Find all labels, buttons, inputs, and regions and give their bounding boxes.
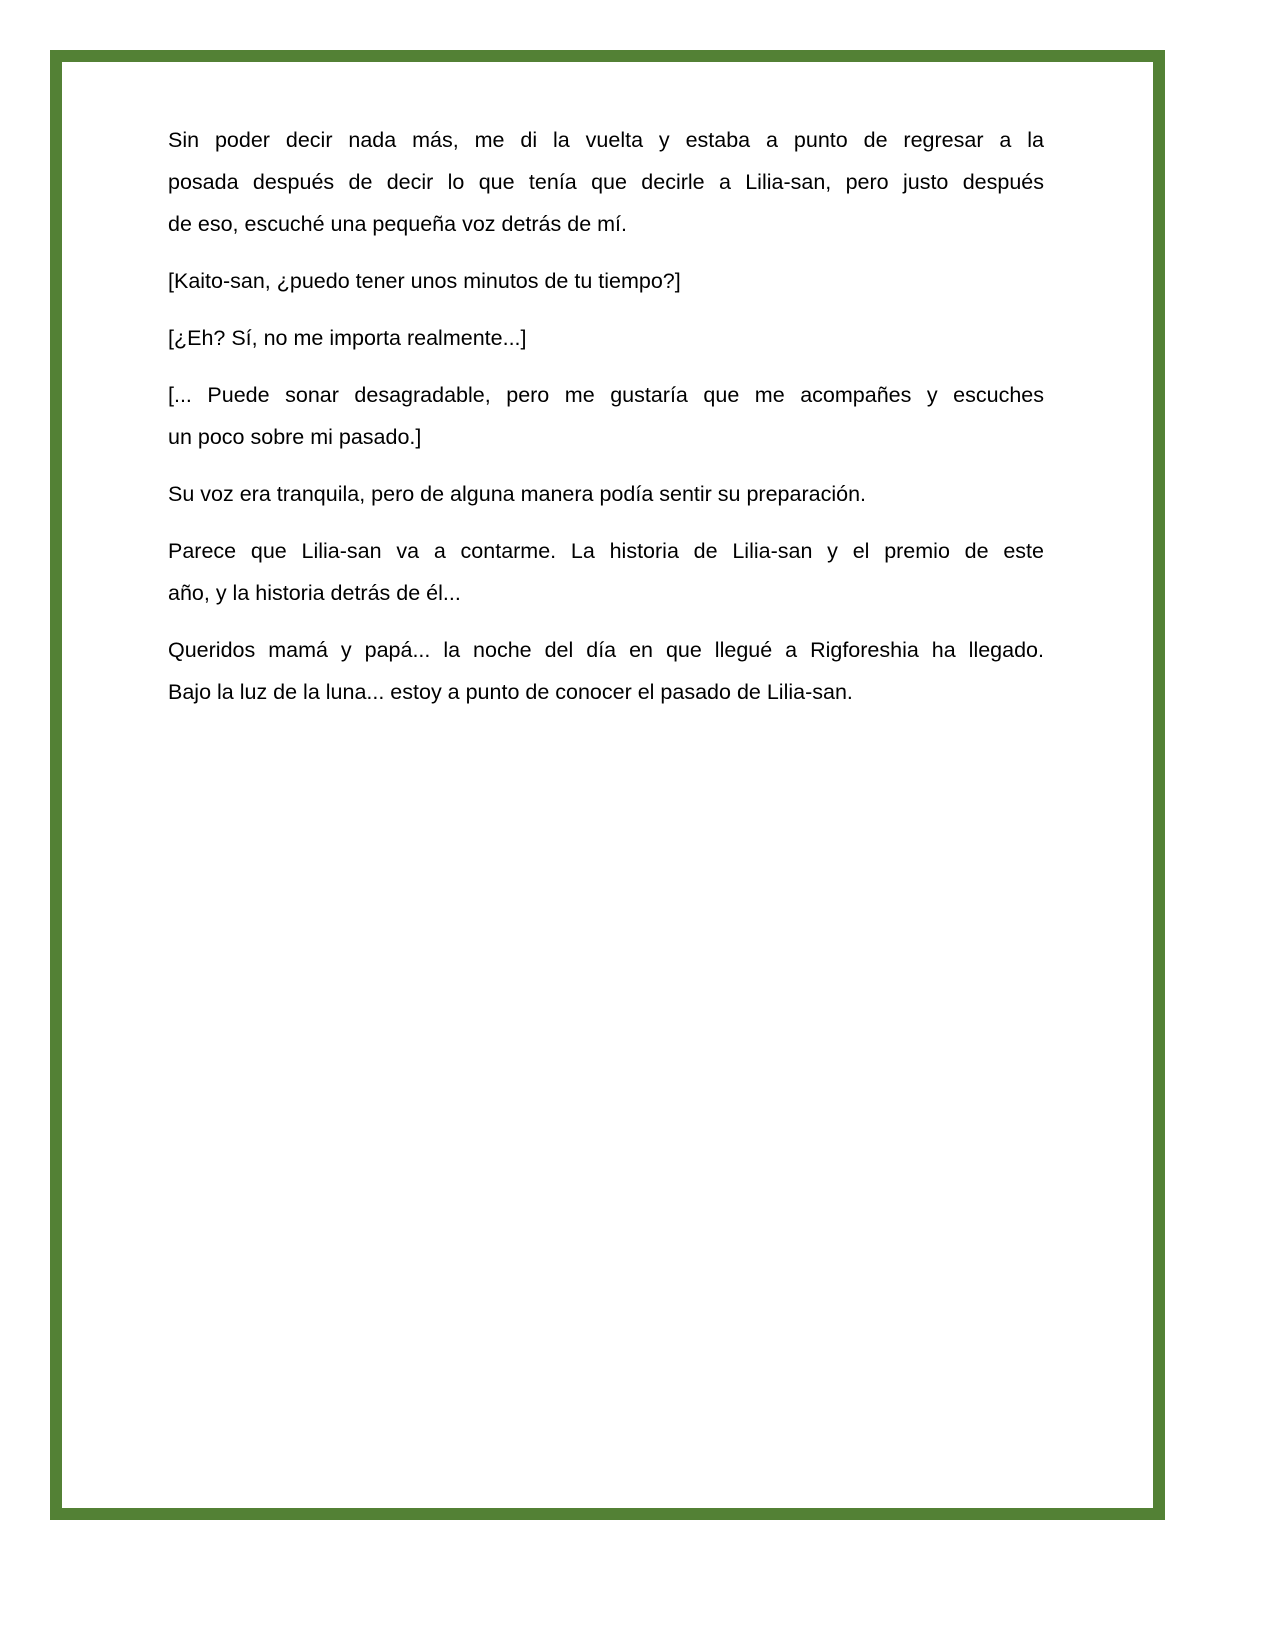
document-body <box>168 119 1044 728</box>
text-line: Sin poder decir nada más, me di la vuelta y estaba a punto de regresar a la <box>168 128 1044 152</box>
text-line: Su voz era tranquila, pero de alguna manera podía sentir su preparación. <box>168 482 866 506</box>
paragraph <box>168 119 1044 245</box>
text-line: [¿Eh? Sí, no me importa realmente...] <box>168 326 527 350</box>
paragraph <box>168 473 1044 515</box>
text-line: de eso, escuché una pequeña voz detrás de mí. <box>168 212 627 236</box>
text-line: posada después de decir lo que tenía que decirle a Lilia-san, pero justo después <box>168 170 1044 194</box>
paragraph <box>168 260 1044 302</box>
paragraph <box>168 629 1044 713</box>
text-line: un poco sobre mi pasado.] <box>168 425 422 449</box>
paragraph <box>168 317 1044 359</box>
paragraph <box>168 530 1044 614</box>
text-line: Queridos mamá y papá... la noche del día en que llegué a Rigforeshia ha llegado. <box>168 638 1044 662</box>
paragraph <box>168 374 1044 458</box>
text-line: [... Puede sonar desagradable, pero me gustaría que me acompañes y escuches <box>168 383 1044 407</box>
text-line: año, y la historia detrás de él... <box>168 581 461 605</box>
text-line: [Kaito-san, ¿puedo tener unos minutos de tu tiempo?] <box>168 269 681 293</box>
text-line: Bajo la luz de la luna... estoy a punto de conocer el pasado de Lilia-san. <box>168 680 853 704</box>
text-line: Parece que Lilia-san va a contarme. La historia de Lilia-san y el premio de este <box>168 539 1044 563</box>
